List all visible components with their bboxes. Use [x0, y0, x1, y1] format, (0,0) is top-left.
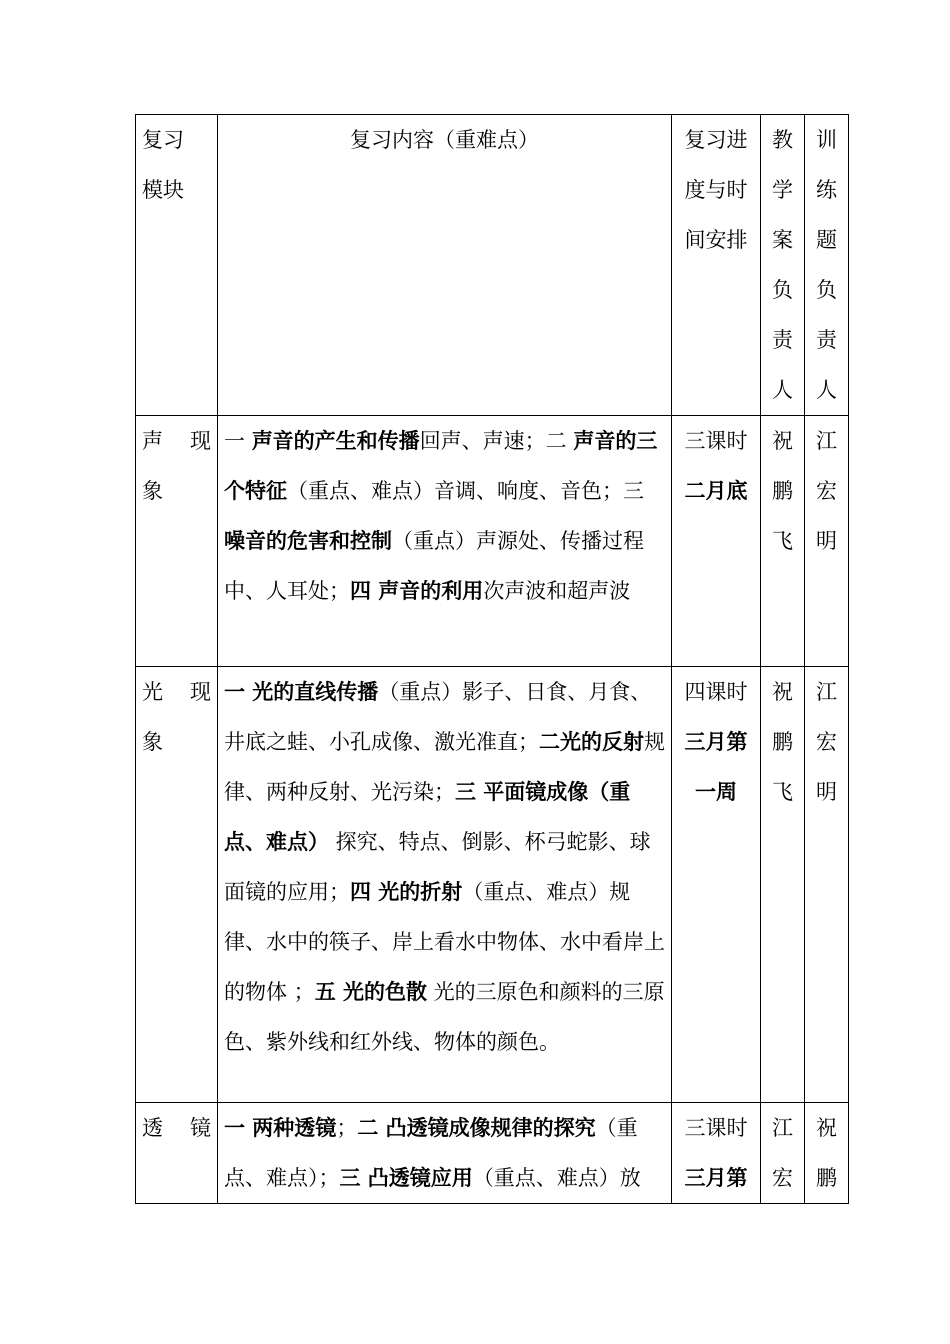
exercise-cell	[805, 667, 849, 1103]
content-bold-segment: 一 两种透镜	[224, 1116, 337, 1140]
review-plan-table	[135, 114, 849, 1204]
exercise-char: 明	[816, 780, 837, 804]
header-exercise-cell: 训 练 题 负 责 人	[805, 115, 849, 416]
exercise-char: 宏	[816, 479, 837, 503]
exercise-char: 江	[816, 680, 837, 704]
schedule-line	[678, 717, 754, 817]
content-segment: 一	[224, 429, 252, 453]
schedule-line	[678, 1153, 754, 1203]
content-bold-segment: 四 光的折射	[350, 880, 463, 904]
teacher-cell	[761, 416, 805, 667]
content-bold-segment: 三 平面镜成像（重点、难点）	[224, 780, 631, 854]
schedule-hours: 四课时	[684, 680, 748, 704]
exercise-char: 明	[816, 529, 837, 553]
header-module-cell: 复习 模块	[136, 115, 218, 416]
teacher-char: 鹏	[772, 730, 793, 754]
content-segment: 光的三原色和颜料的三原色、紫外线和红外线、物体的颜色。	[224, 980, 665, 1054]
module-line	[142, 416, 211, 466]
module-char: 现	[190, 680, 211, 704]
content-bold-segment: 四 声音的利用	[350, 579, 484, 603]
exercise-char: 宏	[816, 730, 837, 754]
schedule-line	[678, 466, 754, 516]
module-char: 象	[142, 730, 163, 754]
schedule-hours: 三课时	[684, 429, 748, 453]
content-bold-segment: 声音的三个特征	[224, 429, 658, 503]
schedule-date: 三月第	[684, 1166, 748, 1190]
schedule-cell	[672, 1103, 761, 1204]
teacher-cell	[761, 667, 805, 1103]
header-content-cell: 复习内容（重难点）	[218, 115, 672, 416]
module-char: 镜	[190, 1116, 211, 1140]
module-cell	[136, 416, 218, 667]
content-segment: 回声、声速；二	[419, 429, 574, 453]
header-teacher-cell: 教 学 案 负 责 人	[761, 115, 805, 416]
content-bold-segment: 一 光的直线传播	[224, 680, 379, 704]
module-char: 光	[142, 680, 163, 704]
exercise-char: 祝	[816, 1116, 837, 1140]
module-line	[142, 667, 211, 717]
module-char: 声	[142, 429, 163, 453]
module-line	[142, 717, 211, 767]
content-segment: （重点、难点）规律、水中的筷子、岸上看水中物体、水中看岸上的物体 ；	[224, 880, 665, 1004]
exercise-cell	[805, 1103, 849, 1204]
schedule-date: 三月第一周	[684, 730, 748, 804]
content-segment: 探究、特点、倒影、杯弓蛇影、球面镜的应用；	[224, 830, 651, 904]
exercise-cell	[805, 416, 849, 667]
module-line	[142, 466, 211, 516]
schedule-cell	[672, 416, 761, 667]
content-bold-segment: 五 光的色散	[314, 980, 427, 1004]
content-bold-segment: 声音的产生和传播	[251, 429, 420, 453]
content-bold-segment: 二 凸透镜成像规律的探究	[357, 1116, 596, 1140]
content-segment: （重点、难点）音调、响度、音色；三	[287, 479, 644, 503]
header-row	[136, 115, 849, 416]
content-segment: 规律、两种反射、光污染；	[224, 730, 665, 804]
content-bold-segment: 二光的反射	[539, 730, 644, 754]
module-line	[142, 1103, 211, 1153]
schedule-line	[678, 1103, 754, 1153]
teacher-char: 祝	[772, 680, 793, 704]
module-cell	[136, 1103, 218, 1204]
teacher-char: 飞	[772, 780, 793, 804]
schedule-date: 二月底	[684, 479, 748, 503]
content-cell	[218, 1103, 672, 1204]
schedule-line	[678, 667, 754, 717]
content-segment: ；	[336, 1116, 358, 1140]
exercise-char: 江	[816, 429, 837, 453]
module-char: 透	[142, 1116, 163, 1140]
content-segment: （重点、难点）；	[224, 1116, 638, 1190]
table-row	[136, 667, 849, 1103]
teacher-char: 飞	[772, 529, 793, 553]
content-bold-segment: 三 凸透镜应用	[339, 1166, 473, 1190]
header-schedule-cell: 复习进 度与时 间安排	[672, 115, 761, 416]
schedule-cell	[672, 667, 761, 1103]
teacher-char: 祝	[772, 429, 793, 453]
schedule-line	[678, 416, 754, 466]
content-segment: （重点）声源处、传播过程中、人耳处；	[224, 529, 644, 603]
content-bold-segment: 噪音的危害和控制	[224, 529, 392, 553]
module-cell	[136, 667, 218, 1103]
teacher-char: 江	[772, 1116, 793, 1140]
module-char: 象	[142, 479, 163, 503]
content-segment: （重点）影子、日食、月食、井底之蛙、小孔成像、激光准直；	[224, 680, 652, 754]
exercise-char: 鹏	[816, 1166, 837, 1190]
module-char: 现	[190, 429, 211, 453]
content-segment: （重点、难点）放	[472, 1166, 641, 1190]
table-row	[136, 416, 849, 667]
content-cell	[218, 416, 672, 667]
teacher-char: 宏	[772, 1166, 793, 1190]
content-segment: 次声波和超声波	[483, 579, 631, 603]
teacher-cell	[761, 1103, 805, 1204]
content-cell	[218, 667, 672, 1103]
table-row	[136, 1103, 849, 1204]
schedule-hours: 三课时	[684, 1116, 748, 1140]
teacher-char: 鹏	[772, 479, 793, 503]
